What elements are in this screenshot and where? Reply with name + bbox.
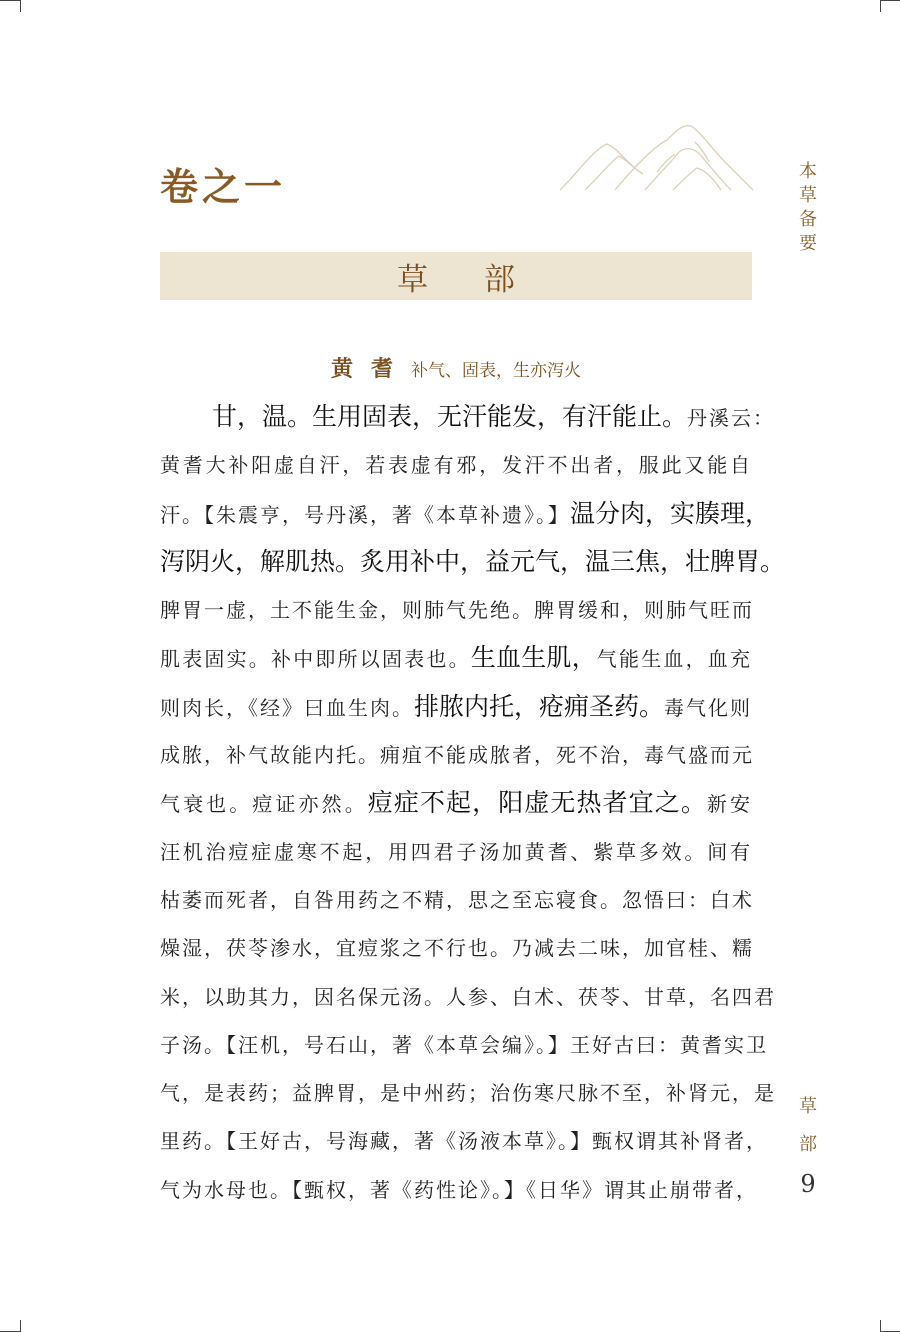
text-line [160, 586, 752, 634]
book-title-char: 要 [799, 233, 817, 254]
commentary-text-run: 肌表固实。补中即所以固表也。 [160, 647, 471, 672]
text-line [160, 1166, 758, 1214]
commentary-text-run: 丹溪云： [687, 406, 776, 430]
main-text-run: 痘症不起，阳虚无热者宜之。 [367, 788, 707, 818]
mountain-ornament-icon [555, 118, 755, 198]
crop-mark [880, 0, 881, 12]
commentary-text-run: 气能生血，血充 [596, 647, 752, 672]
body-text [160, 393, 786, 1214]
book-title-char: 本 [799, 161, 817, 182]
main-text-run: 排脓内托，疮痈圣药。 [414, 691, 665, 721]
commentary-text-run: 里药。【王好古，号海藏，著《汤液本草》。】甄权谓其补肾者， [160, 1129, 768, 1154]
book-title-char: 草 [799, 185, 817, 206]
crop-mark [880, 1320, 881, 1332]
text-line [160, 634, 752, 682]
page-number: 9 [800, 1170, 816, 1198]
commentary-text-run: 枯萎而死者，自咎用药之不精，思之至忘寝食。忽悟曰：白术 [160, 887, 754, 912]
crop-mark [20, 1320, 21, 1332]
text-line [160, 1069, 776, 1117]
commentary-text-run: 新安 [706, 792, 752, 817]
commentary-text-run: 燥湿，茯苓渗水，宜痘浆之不行也。乃减去二味，加官桂、糯 [160, 936, 754, 961]
crop-mark [20, 0, 21, 12]
commentary-text-run: 脾胃一虚，土不能生金，则肺气先绝。脾胃缓和，则肺气旺而 [160, 598, 754, 623]
section-char: 部 [799, 1134, 817, 1155]
text-line [160, 973, 776, 1021]
section-banner [160, 252, 752, 300]
running-foot-section [797, 1088, 819, 1164]
commentary-text-run: 则肉长，《经》曰血生肉。 [160, 695, 414, 720]
text-line [160, 1117, 768, 1165]
text-line [160, 490, 771, 538]
running-head-book-title [797, 160, 819, 256]
commentary-text-run: 汪机治痘症虚寒不起，用四君子汤加黄耆、紫草多效。间有 [160, 839, 752, 864]
commentary-text-run: 毒气化则 [664, 695, 753, 720]
book-title-char: 备 [799, 209, 817, 230]
text-line [160, 924, 752, 972]
commentary-text-run: 气为水母也。【甄权，著《药性论》。】《日华》谓其止崩带者， [160, 1177, 758, 1202]
text-line [160, 538, 786, 586]
crop-mark [880, 0, 900, 1]
main-text-run: 泻阴火，解肌热。炙用补中，益元气，温三焦，壮脾胃。 [160, 546, 786, 576]
text-line [160, 876, 752, 924]
text-line [160, 683, 752, 731]
text-line [160, 731, 752, 779]
commentary-text-run: 米，以助其力，因名保元汤。人参、白术、茯苓、甘草，名四君 [160, 984, 776, 1009]
volume-title: 卷之一 [160, 164, 287, 209]
commentary-text-run: 汗。【朱震亨，号丹溪，著《本草补遗》。】 [160, 502, 570, 527]
commentary-text-run: 气，是表药；益脾胃，是中州药；治伤寒尺脉不至，补肾元，是 [160, 1081, 776, 1106]
main-text-run: 甘，温。生用固表，无汗能发，有汗能止。 [212, 402, 688, 431]
entry-name: 黄耆 [330, 356, 411, 382]
text-line [160, 828, 752, 876]
section-title: 草部 [397, 261, 571, 298]
text-line [160, 441, 752, 489]
commentary-text-run: 黄耆大补阳虚自汗，若表虚有邪，发汗不出者，服此又能自 [160, 453, 752, 478]
text-line [160, 1021, 768, 1069]
text-line [160, 779, 752, 827]
section-char: 草 [799, 1096, 817, 1117]
entry-heading [160, 352, 752, 383]
text-line [160, 393, 776, 441]
main-text-run: 生血生肌， [470, 643, 597, 673]
main-text-run: 温分肉，实腠理， [570, 498, 771, 528]
crop-mark [0, 0, 20, 1]
commentary-text-run: 气衰也。痘证亦然。 [160, 792, 368, 817]
commentary-text-run: 成脓，补气故能内托。痈疽不能成脓者，死不治，毒气盛而元 [160, 743, 754, 768]
commentary-text-run: 子汤。【汪机，号石山，著《本草会编》。】王好古曰：黄耆实卫 [160, 1032, 768, 1057]
entry-note: 补气、固表，生亦泻火 [411, 361, 581, 381]
